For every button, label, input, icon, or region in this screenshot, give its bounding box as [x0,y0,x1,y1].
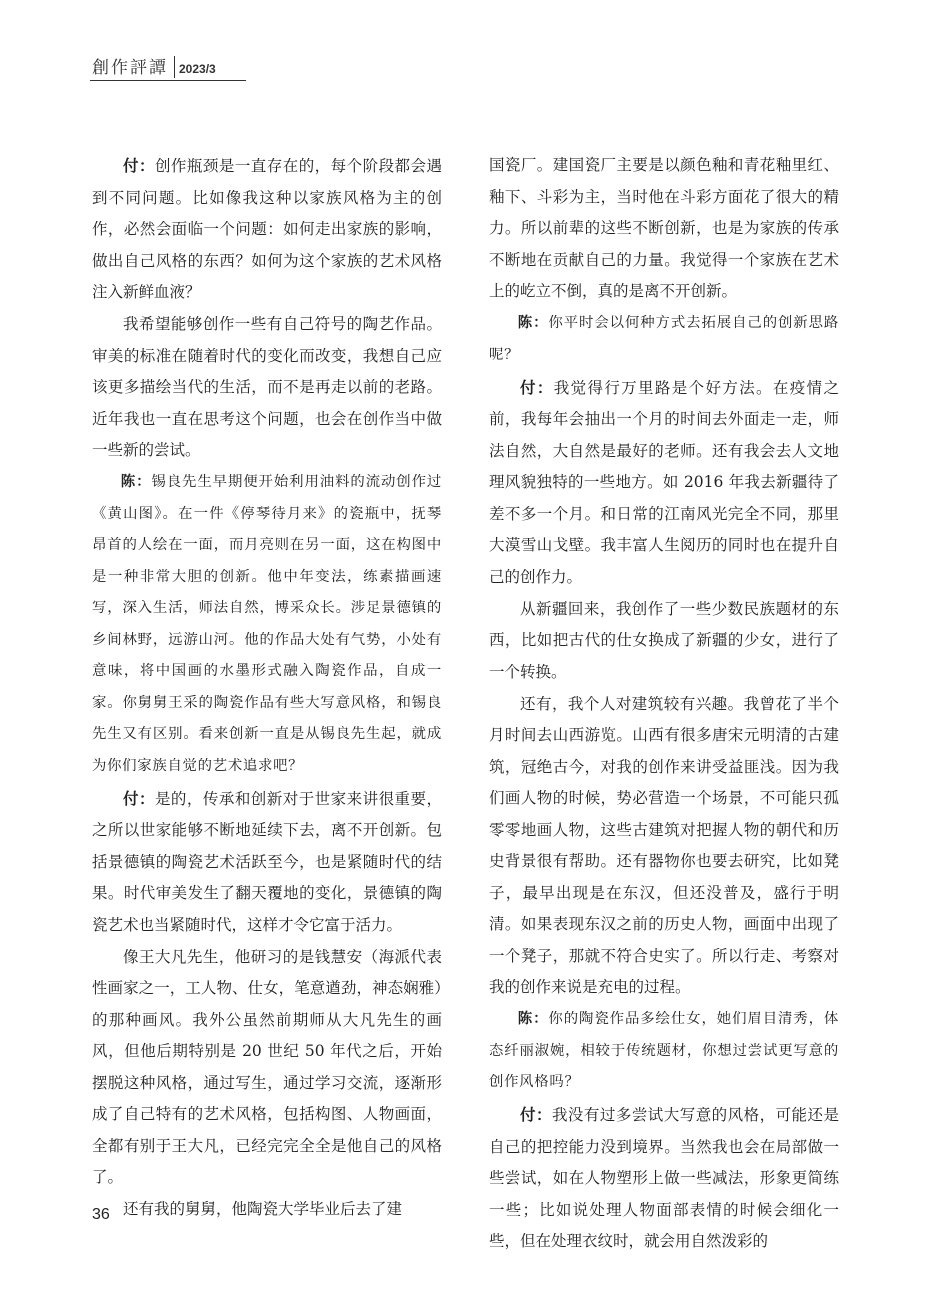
paragraph-text: 是的，传承和创新对于世家来讲很重要，之所以世家能够不断地延续下去，离不开创新。包括景德镇的陶瓷艺术活跃至今，也是紧随时代的结果。时代审美发生了翻天覆地的变化，景德镇的陶瓷艺术也当紧随时代，这样才令它富于活力。 [92,789,442,934]
paragraph-text: 你平时会以何种方式去拓展自己的创新思路呢？ [489,315,839,363]
issue-number: 2023/3 [179,62,216,76]
speaker-label: 陈： [120,474,152,490]
paragraph [92,783,442,942]
paragraph [489,308,839,371]
speaker-label: 付： [123,156,155,175]
speaker-label: 付： [520,1105,552,1124]
paragraph-text: 我觉得行万里路是个好方法。在疫情之前，我每年会抽出一个月的时间去外面走一走，师法自然，大自然是最好的老师。还有我会去人文地理风貌独特的一些地方。如 2016 年我去新疆待了差不多一个月。和日常的江南风光完全不同，那里大漠雪山戈壁。我丰富人生阅历的同时也在提升自己的创作力。 [489,378,839,586]
speaker-label: 付： [123,788,155,808]
paragraph-text: 还有，我个人对建筑较有兴趣。我曾花了半个月时间去山西游览。山西有很多唐宋元明清的古建筑，冠绝古今，对我的创作来讲受益匪浅。因为我们画人物的时候，势必营造一个场景，不可能只孤零零地画人物，这些古建筑对把握人物的朝代和历史背景很有帮助。还有器物你也要去研究，比如凳子，最早出现是在东汉，但还没普及，盛行于明清。如果表现东汉之前的历史人物，画面中出现了一个凳子，那就不符合史实了。所以行走、考察对我的创作来说是充电的过程。 [489,694,839,996]
paragraph [489,1004,839,1099]
paragraph-text: 锡良先生早期便开始利用油料的流动创作过《黄山图》。在一件《停琴待月来》的瓷瓶中，抚琴昂首的人绘在一面，而月亮则在另一面，这在构图中是一种非常大胆的创新。他中年变法，练素描画速写，深入生活，师法自然，博采众长。涉足景德镇的乡间林野，远游山河。他的作品大处有气势，小处有意味，将中国画的水墨形式融入陶瓷作品，自成一家。你舅舅王采的陶瓷作品有些大写意风格，和锡良先生又有区别。看来创新一直是从锡良先生起，就成为你们家族自觉的艺术追求吧？ [92,474,442,774]
paragraph [489,594,839,689]
paragraph [92,150,442,309]
header-rule [90,80,246,81]
paragraph-text: 像王大凡先生，他研习的是钱慧安（海派代表性画家之一，工人物、仕女，笔意遒劲，神态娴雅）的那种画风。我外公虽然前期师从大凡先生的画风，但他后期特别是 20 世纪 50 年代之后，开始摆脱这种风格，通过写生，通过学习交流，逐渐形成了自己特有的艺术风格，包括构图、人物画面，全都有别于王大凡，已经完完全全是他自己的风格了。 [92,947,442,1186]
paragraph [489,1099,839,1258]
paragraph [92,942,442,1194]
paragraph [92,467,442,782]
paragraph-text: 我希望能够创作一些有自己符号的陶艺作品。审美的标准在随着时代的变化而改变，我想自己应该更多描绘当代的生活，而不是再走以前的老路。近年我也一直在思考这个问题，也会在创作当中做一些新的尝试。 [92,315,442,459]
paragraph [489,689,839,1004]
paragraph [489,150,839,308]
speaker-label: 陈： [517,1011,549,1027]
paragraph-text: 从新疆回来，我创作了一些少数民族题材的东西，比如把古代的仕女换成了新疆的少女，进行了一个转换。 [489,599,839,681]
paragraph-text: 国瓷厂。建国瓷厂主要是以颜色釉和青花釉里红、釉下、斗彩为主，当时他在斗彩方面花了很大的精力。所以前辈的这些不断创新，也是为家族的传承不断地在贡献自己的力量。我觉得一个家族在艺术上的屹立不倒，真的是离不开创新。 [489,156,839,300]
left-column [92,150,442,1226]
right-column [489,150,839,1258]
header-divider [174,56,175,78]
paragraph-text: 我没有过多尝试大写意的风格，可能还是自己的把控能力没到境界。当然我也会在局部做一些尝试，如在人物塑形上做一些减法，形象更简练一些；比如说处理人物面部表情的时候会细化一些，但在处理衣纹时，就会用自然泼彩的 [489,1106,839,1250]
paragraph-text: 你的陶瓷作品多绘仕女，她们眉目清秀，体态纤丽淑婉，相较于传统题材，你想过尝试更写意的创作风格吗？ [489,1011,839,1090]
speaker-label: 付： [520,377,554,397]
running-header [92,56,216,78]
paragraph [92,309,442,467]
paragraph [489,372,839,594]
paragraph-text: 创作瓶颈是一直存在的，每个阶段都会遇到不同问题。比如像我这种以家族风格为主的创作，必然会面临一个问题：如何走出家族的影响，做出自己风格的东西？如何为这个家族的艺术风格注入新鲜血液？ [92,157,442,301]
paragraph [92,1194,442,1226]
paragraph-text: 还有我的舅舅，他陶瓷大学毕业后去了建 [123,1200,403,1218]
journal-title: 創作評譚 [92,58,168,78]
speaker-label: 陈： [517,315,549,331]
page-number: 36 [92,1206,110,1223]
